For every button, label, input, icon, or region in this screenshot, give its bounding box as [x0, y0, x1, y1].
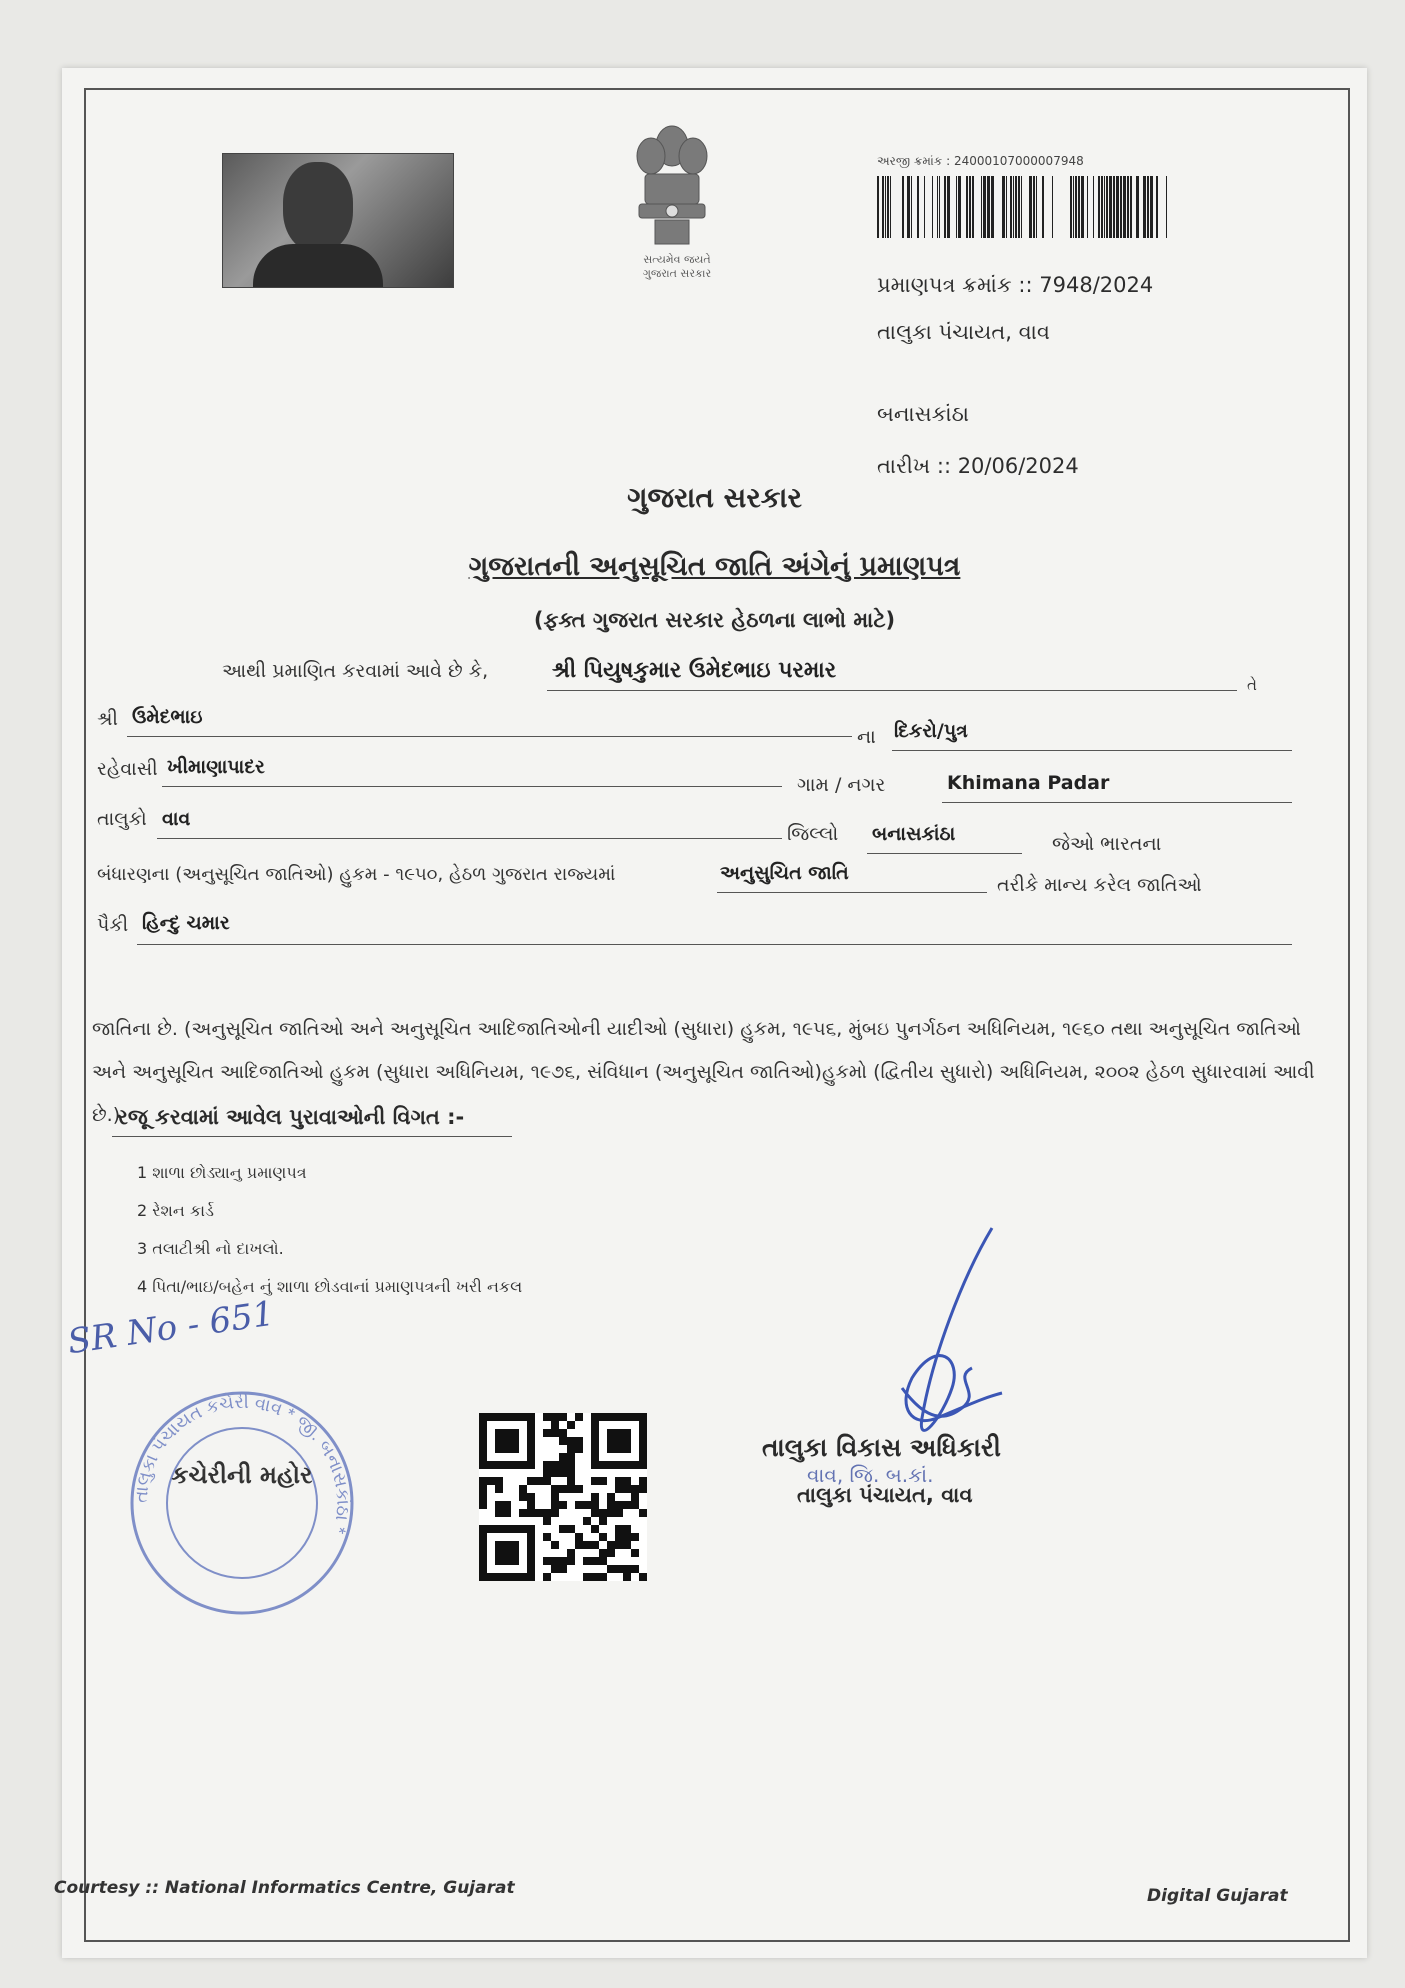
evidence-item: 1 શાળા છોડ્યાનુ પ્રમાણપત્ર — [137, 1163, 307, 1182]
category-value: અનુસુચિત જાતિ — [720, 862, 849, 884]
te-label: તે — [1247, 676, 1257, 694]
evidence-item: 4 પિતા/ભાઇ/બહેન નું શાળા છોડવાનાં પ્રમાણપત્રની ખરી નકલ — [137, 1277, 523, 1296]
paiki-label: પૈકી — [97, 914, 129, 936]
national-emblem-icon — [627, 116, 717, 256]
recognized-label: તરીકે માન્ય કરેલ જાતિઓ — [997, 874, 1202, 896]
issue-date: તારીખ :: 20/06/2024 — [877, 454, 1079, 478]
na-label: ના — [857, 726, 876, 748]
evidence-heading: રજૂ કરવામાં આવેલ પુરાવાઓની વિગત :- — [117, 1105, 465, 1129]
seal-label: કચેરીની મહોર — [171, 1461, 313, 1489]
digital-gujarat-footer: Digital Gujarat — [1147, 1886, 1288, 1906]
officer-office: તાલુકા પંચાયત, વાવ — [797, 1483, 973, 1507]
qr-code — [479, 1413, 647, 1581]
seal-ring-text: તાલુકા પંચાયત કચેરી વાવ * જી. બનાસકાંઠા * — [130, 1391, 354, 1536]
legal-paragraph: જાતિના છે. (અનુસૂચિત જાતિઓ અને અનુસૂચિત આદિજાતિઓની યાદીઓ (સુધારા) હુકમ, ૧૯૫૬, મુંબઇ પુનર્ગઠન અધિનિયમ, ૧૯૬૦ તથા અનુસૂચિત જાતિઓ અને અનુસૂચિત આદિજાતિઓ હુકમ (સુધારા અધિનિયમ, ૧૯૭૬, સંવિધાન (અનુસૂચિત જાતિઓ)હુકમો (દ્વિતીય સુધારો) અધિનિયમ, ૨૦૦૨ હેઠળ સુધારવામાં આવી છે.) — [92, 1018, 1315, 1126]
sr-number-handwritten: SR No - 651 — [65, 1293, 277, 1363]
taluka-value: વાવ — [162, 808, 191, 830]
application-number: અરજી ક્રમાંક : 24000107000007948 — [877, 154, 1084, 168]
father-name: ઉમેદભાઇ — [132, 706, 203, 728]
village-label: ગામ / નગર — [797, 774, 886, 796]
issuing-district: બનાસકાંઠા — [877, 402, 970, 426]
certify-label: આથી પ્રમાણિત કરવામાં આવે છે કે, — [222, 660, 489, 682]
village-value: Khimana Padar — [947, 772, 1110, 794]
district-value: બનાસકાંઠા — [872, 823, 956, 845]
barcode — [877, 176, 1169, 238]
resident-label: રહેવાસી — [97, 758, 158, 780]
applicant-photo — [222, 153, 454, 288]
issuing-office: તાલુકા પંચાયત, વાવ — [877, 320, 1050, 344]
certificate-title: ગુજરાતની અનુસૂચિત જાતિ અંગેનું પ્રમાણપત્ર — [468, 551, 961, 582]
resident-value: ખીમાણાપાદર — [167, 756, 265, 778]
shri-label: શ્રી — [97, 708, 118, 730]
office-seal — [122, 1388, 362, 1618]
je-bharat-label: જેઓ ભારતના — [1052, 833, 1162, 855]
officer-stamp: વાવ, જિ. બ.કાં. — [807, 1463, 934, 1487]
evidence-item: 2 રેશન કાર્ડ — [137, 1201, 214, 1220]
courtesy-footer: Courtesy :: National Informatics Centre, Gujarat — [54, 1878, 515, 1898]
certificate-sheet — [54, 68, 1367, 1958]
certificate-number: પ્રમાણપત્ર ક્રમાંક :: 7948/2024 — [877, 273, 1154, 297]
order-text: બંધારણના (અનુસૂચિત જાતિઓ) હુકમ - ૧૯૫૦, હેઠળ ગુજરાત રાજ્યમાં — [97, 864, 616, 885]
evidence-item: 3 તલાટીશ્રી નો દાખલો. — [137, 1239, 284, 1258]
officer-title: તાલુકા વિકાસ અધિકારી — [762, 1433, 1001, 1462]
caste-value: હિન્દુ ચમાર — [142, 912, 230, 934]
government-title: ગુજરાત સરકાર — [627, 481, 802, 514]
taluka-label: તાલુકો — [97, 808, 147, 830]
district-label: જિલ્લો — [787, 823, 839, 845]
applicant-name: શ્રી પિયુષકુમાર ઉમેદભાઇ પરમાર — [552, 658, 837, 683]
emblem-caption: સત્યમેવ જયતે ગુજરાત સરકાર — [642, 253, 712, 280]
certificate-subtitle: (ફક્ત ગુજરાત સરકાર હેઠળના લાભો માટે) — [533, 608, 896, 632]
relation: દિકરો/પુત્ર — [894, 720, 968, 742]
